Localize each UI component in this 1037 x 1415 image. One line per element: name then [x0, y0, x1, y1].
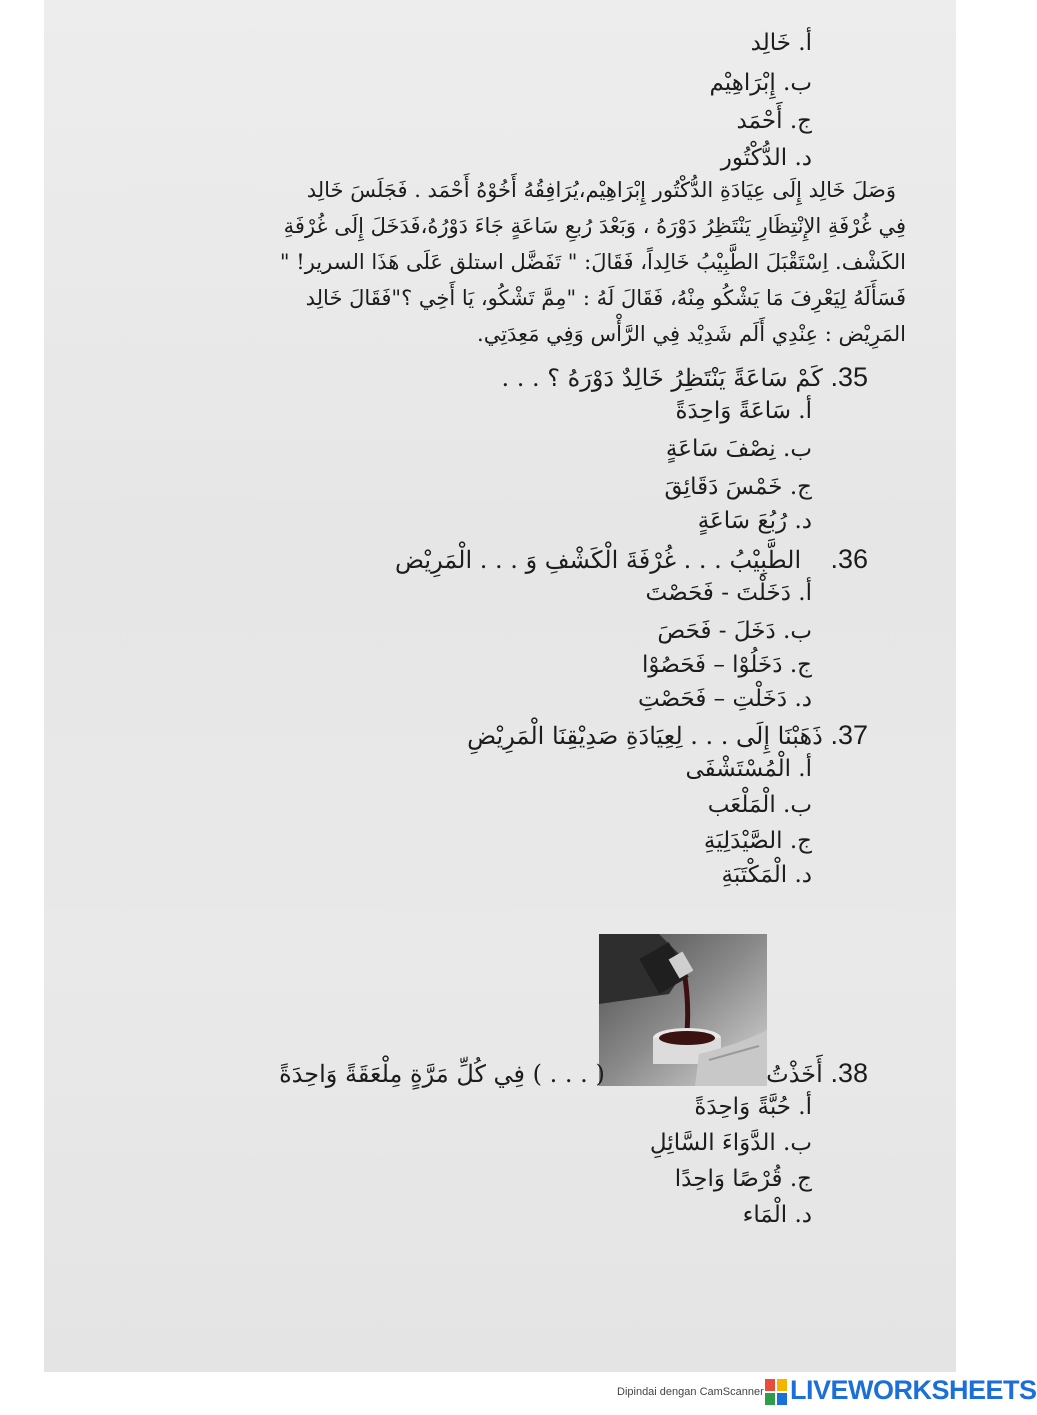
option-text: رُبُعَ سَاعَةٍ [697, 508, 788, 534]
liveworksheets-brand[interactable]: LIVEWORKSHEETS [790, 1375, 1037, 1405]
passage-line-2: فِي غُرْفَةِ الإِنْتِظَارِ يَنْتَظِرُ دَوْرَهُ ، وَبَعْدَ رُبعِ سَاعَةٍ جَاءَ دَوْرُهُ،فَدَخَلَ إِلَى غُرْفَةِ [283, 214, 906, 238]
option-letter: د. [794, 1202, 812, 1228]
option-text: قُرْصًا وَاحِدًا [674, 1166, 783, 1192]
option-letter: د. [794, 686, 812, 712]
option-text: دَخَلْتِ – فَحَصْتِ [637, 686, 788, 712]
q35-option-d[interactable] [698, 508, 812, 534]
q35-option-b[interactable] [666, 436, 812, 462]
passage-line-3: الكَشْف. اِسْتَقْبَلَ الطَّبِيْبُ خَالِداً، فَقَالَ: " تَفَضَّل استلق عَلَى هَذَا السرير! " [279, 250, 906, 274]
option-letter: ج. [789, 108, 812, 134]
option-letter: ج. [789, 652, 812, 678]
q35-option-c[interactable] [665, 474, 812, 500]
prev-option-b[interactable] [709, 70, 812, 96]
option-text: خَالِد [750, 30, 791, 56]
question-text: كَمْ سَاعَةً يَنْتَظِرُ خَالِدٌ دَوْرَهُ ؟ . . . [501, 364, 823, 392]
answer-blank[interactable]: ( . . . ) [532, 1060, 605, 1088]
prev-option-c[interactable] [737, 108, 812, 134]
option-text: دَخَلُوْا – فَحَصُوْا [641, 652, 783, 678]
q38-option-a[interactable] [694, 1094, 812, 1120]
q37-option-c[interactable] [704, 828, 812, 854]
option-letter: ج. [789, 1166, 812, 1192]
prev-option-a[interactable] [751, 30, 812, 56]
option-letter: ب. [783, 70, 812, 96]
q37-option-b[interactable] [708, 792, 812, 818]
option-letter: ب. [783, 1130, 812, 1156]
question-number: 38. [830, 1058, 868, 1088]
question-38 [279, 1058, 868, 1089]
option-letter: ج. [789, 828, 812, 854]
question-35 [502, 362, 868, 393]
q37-option-d[interactable] [722, 862, 812, 888]
q35-option-a[interactable] [676, 398, 813, 424]
option-text: حُبَّةً وَاحِدَةً [694, 1094, 791, 1120]
question-text-start: أَخَذْتُ [766, 1060, 823, 1088]
question-number: 37. [830, 720, 868, 750]
worksheet-page [44, 0, 956, 1372]
q38-option-d[interactable] [743, 1202, 812, 1228]
question-37 [467, 720, 868, 751]
q36-option-a[interactable] [646, 580, 812, 606]
option-text: دَخَلَ - فَحَصَ [657, 618, 776, 644]
option-letter: ب. [783, 436, 812, 462]
scanner-watermark: Dipindai dengan CamScanner [617, 1386, 764, 1398]
option-letter: د. [794, 862, 812, 888]
option-letter: ج. [789, 474, 812, 500]
option-text: الدُّكْتُور [720, 145, 788, 171]
option-letter: د. [794, 508, 812, 534]
option-text: نِصْفَ سَاعَةٍ [665, 436, 776, 462]
option-text: خَمْسَ دَقَائِقَ [664, 474, 783, 500]
option-text: أَحْمَد [736, 108, 783, 134]
option-text: الْمَاء [742, 1202, 788, 1228]
question-text-end: فِي كُلِّ مَرَّةٍ مِلْعَقَةً وَاحِدَةً [279, 1060, 526, 1088]
q36-option-c[interactable] [642, 652, 812, 678]
q37-option-a[interactable] [686, 756, 813, 782]
question-36 [395, 544, 868, 575]
option-letter: ب. [783, 618, 812, 644]
question-text: الطَّبِيْبُ . . . غُرْفَةَ الْكَشْفِ وَ . . . الْمَرِيْض [394, 546, 802, 574]
option-letter: أ. [798, 30, 812, 56]
passage-line-5: المَرِيْض : عِنْدِي أَلَم شَدِيْد فِي الرَّأْس وَفِي مَعِدَتِي. [477, 322, 906, 346]
option-letter: أ. [798, 756, 812, 782]
option-letter: أ. [798, 1094, 812, 1120]
prev-option-d[interactable] [721, 145, 812, 171]
q36-option-b[interactable] [657, 618, 812, 644]
option-text: الْمَلْعَب [707, 792, 776, 818]
q36-option-d[interactable] [638, 686, 812, 712]
option-text: الصَّيْدَلِيَةِ [703, 828, 783, 854]
option-text: الدَّوَاءَ السَّائِلِ [649, 1130, 776, 1156]
liveworksheets-logo-icon [764, 1378, 788, 1406]
option-letter: ب. [783, 792, 812, 818]
option-text: الْمَكْتَبَةِ [721, 862, 788, 888]
question-number: 35. [830, 362, 868, 392]
option-text: سَاعَةً وَاحِدَةً [675, 398, 791, 424]
q38-option-b[interactable] [650, 1130, 812, 1156]
question-text: ذَهَبْنَا إِلَى . . . لِعِيَادَةِ صَدِيْقِنَا الْمَرِيْضِ [467, 722, 823, 750]
option-letter: أ. [798, 398, 812, 424]
q38-option-c[interactable] [675, 1166, 812, 1192]
question-number: 36. [830, 544, 868, 574]
option-text: إِبْرَاهِيْم [709, 70, 776, 96]
option-text: دَخَلْتَ - فَحَصْتَ [645, 580, 791, 606]
option-text: الْمُسْتَشْفَى [685, 756, 791, 782]
option-letter: أ. [798, 580, 812, 606]
passage-line-4: فَسَأَلَهُ لِيَعْرِفَ مَا يَشْكُو مِنْهُ، فَقَالَ لَهُ : "مِمَّ تَشْكُو، يَا أَخِي ؟"فَقَالَ خَالِد [305, 286, 906, 310]
option-letter: د. [794, 145, 812, 171]
passage-line-1: وَصَلَ خَالِد إِلَى عِيَادَةِ الدُّكْتُور إِبْرَاهِيْم،يُرَافِقُهُ أَخُوْهُ أَحْمَد . فَجَلَسَ خَالِد [306, 178, 896, 202]
